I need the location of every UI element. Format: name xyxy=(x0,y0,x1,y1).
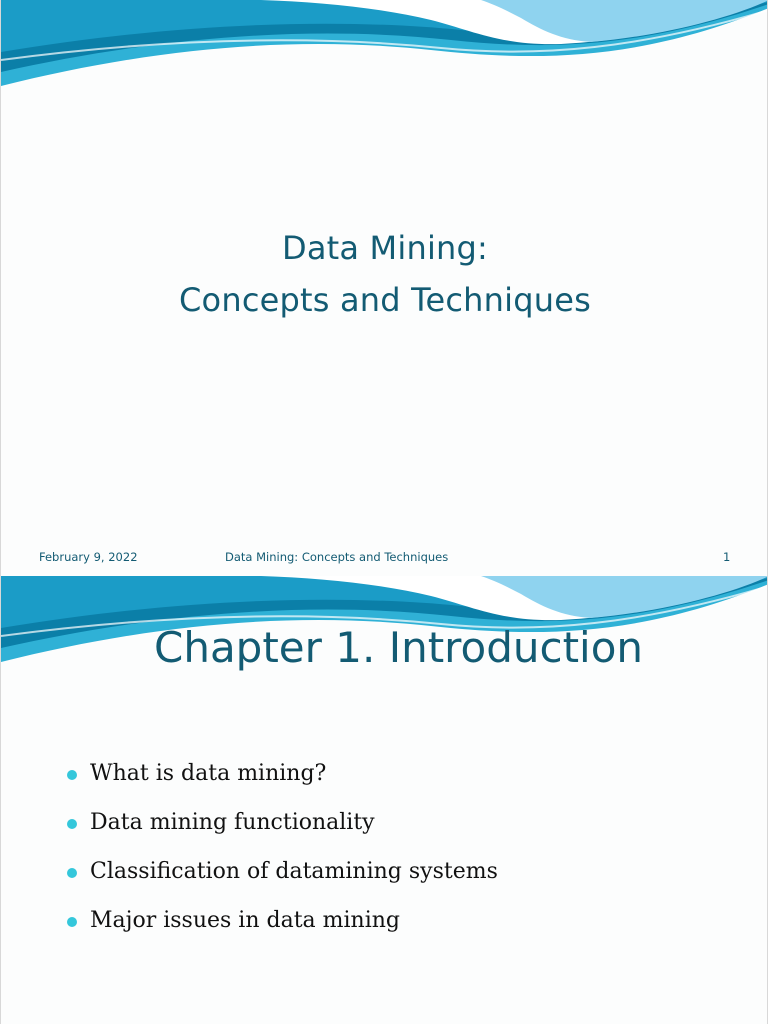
bullet-dot-icon xyxy=(67,819,77,829)
list-item xyxy=(67,856,727,905)
footer-title: Data Mining: Concepts and Techniques xyxy=(225,550,449,564)
list-item xyxy=(67,758,727,807)
bullet-dot-icon xyxy=(67,770,77,780)
bullet-list xyxy=(67,758,727,954)
footer-page-number: 1 xyxy=(723,550,731,564)
bullet-text: Classification of datamining systems xyxy=(90,859,498,884)
bullet-text: What is data mining? xyxy=(90,761,327,786)
bullet-dot-icon xyxy=(67,917,77,927)
slide-2 xyxy=(0,576,768,1024)
slide-title-line-2: Concepts and Techniques xyxy=(179,281,591,319)
chapter-title: Chapter 1. Introduction xyxy=(154,623,644,672)
bullet-text: Data mining functionality xyxy=(90,810,375,835)
list-item xyxy=(67,807,727,856)
list-item xyxy=(67,905,727,954)
bullet-dot-icon xyxy=(67,868,77,878)
header-wave-decoration xyxy=(1,0,768,100)
bullet-text: Major issues in data mining xyxy=(90,908,401,933)
slide-title-line-1: Data Mining: xyxy=(281,229,489,267)
slide-title xyxy=(1,222,768,326)
footer-date: February 9, 2022 xyxy=(39,550,138,564)
